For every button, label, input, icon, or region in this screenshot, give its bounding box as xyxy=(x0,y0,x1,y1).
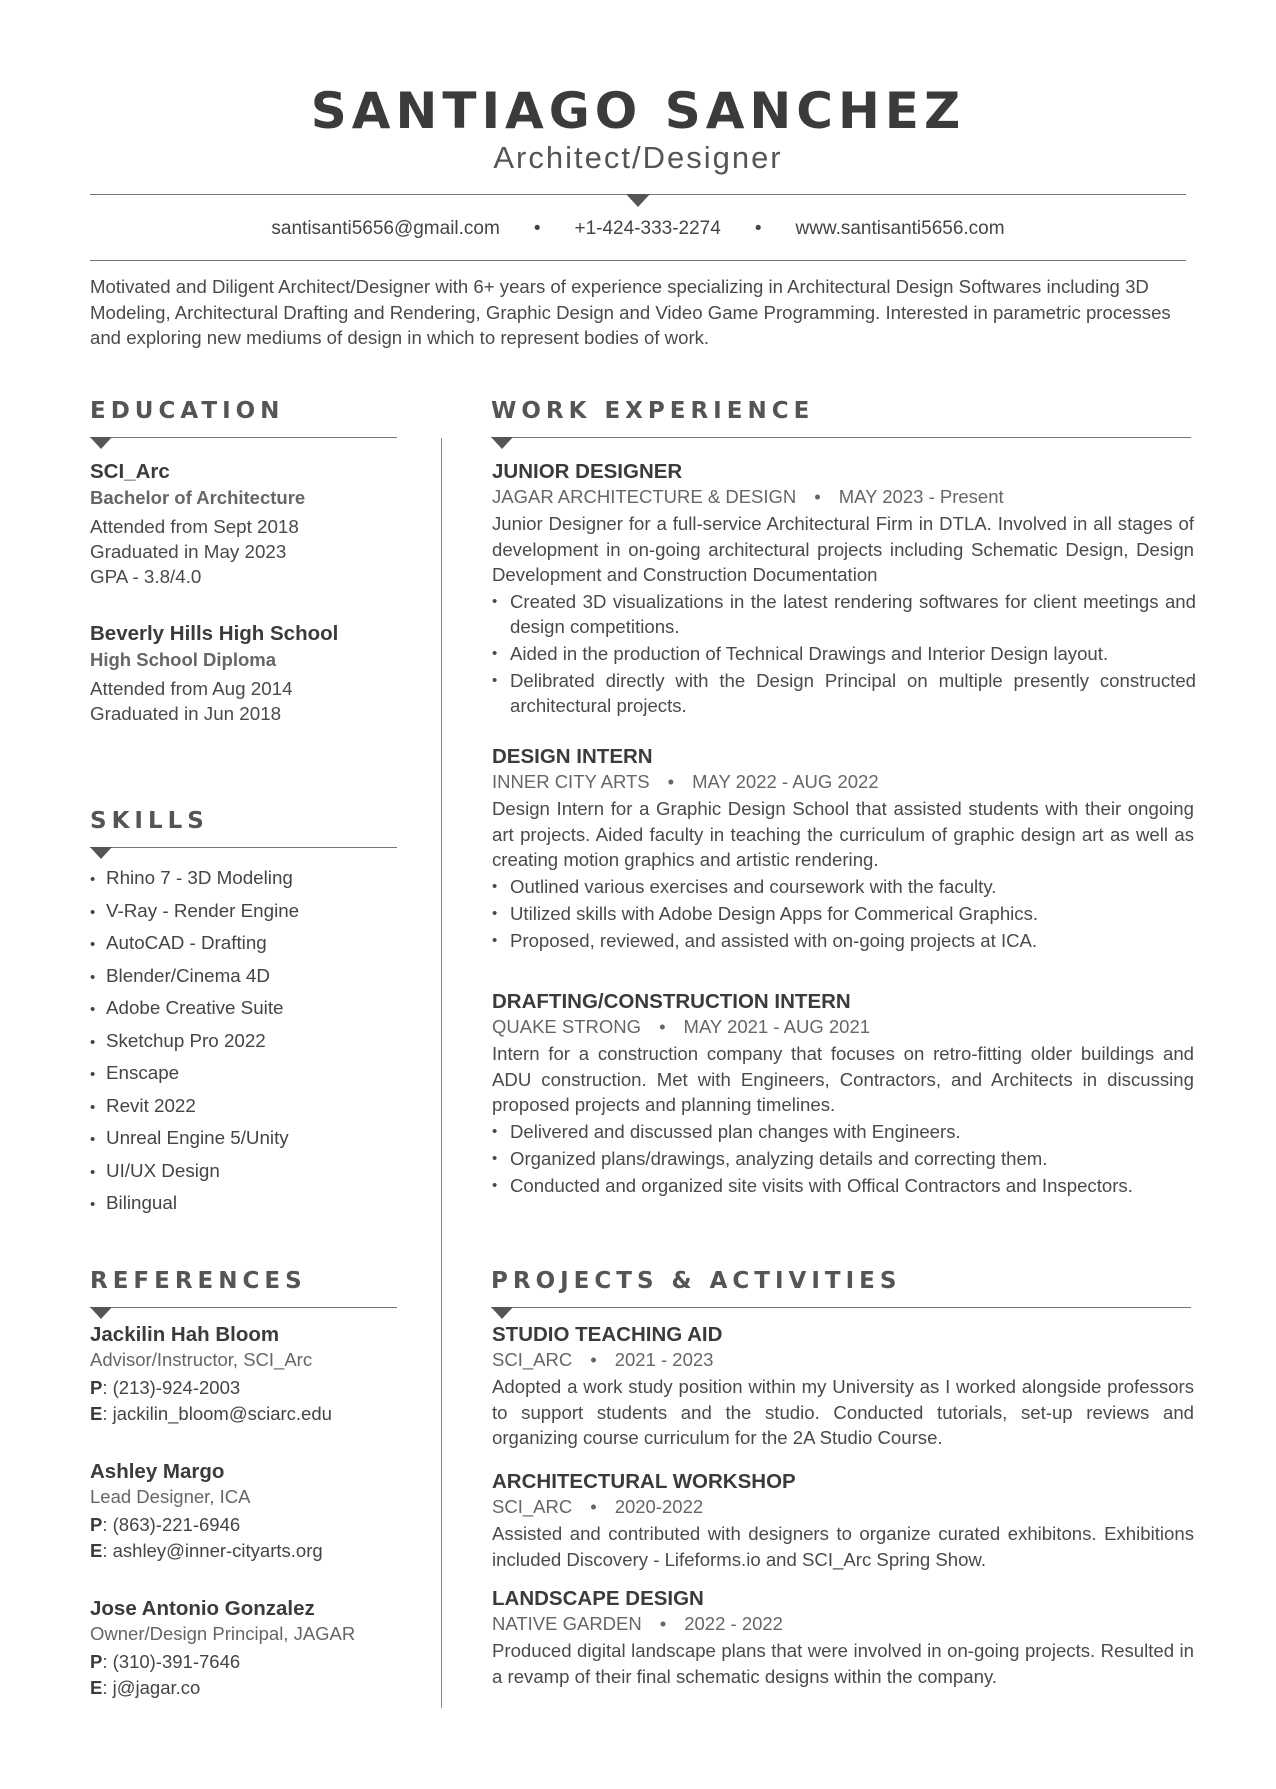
reference-email[interactable]: E: jackilin_bloom@sciarc.edu xyxy=(90,1402,332,1424)
job-meta: JAGAR ARCHITECTURE & DESIGN • MAY 2023 - Present xyxy=(492,486,1004,507)
reference-name: Ashley Margo xyxy=(90,1460,225,1483)
education-detail: GPA - 3.8/4.0 xyxy=(90,566,202,587)
project-title: ARCHITECTURAL WORKSHOP xyxy=(492,1470,796,1493)
contact-divider xyxy=(90,260,1186,261)
project-dates: 2021 - 2023 xyxy=(614,1349,714,1370)
job-bullets xyxy=(492,1119,1192,1198)
job-bullet: • Utilized skills with Adobe Design Apps for Commerical Graphics. xyxy=(492,901,1196,926)
project-dates: 2022 - 2022 xyxy=(684,1613,783,1634)
school-name: Beverly Hills High School xyxy=(90,622,339,645)
job-description: Junior Designer for a full-service Architectural Firm in DTLA. Involved in all stages of development in on-going architectural projects including Schematic Design, Design Development and Construction Documentation xyxy=(492,513,1194,585)
reference-name: Jose Antonio Gonzalez xyxy=(90,1597,315,1620)
job-bullet: • Conducted and organized site visits with Offical Contractors and Inspectors. xyxy=(492,1173,1196,1198)
job-dates: MAY 2021 - AUG 2021 xyxy=(683,1016,871,1037)
project-dates: 2020-2022 xyxy=(614,1496,704,1517)
reference-item xyxy=(90,1460,410,1563)
reference-name: Jackilin Hah Bloom xyxy=(90,1323,280,1346)
job-meta: INNER CITY ARTS • MAY 2022 - AUG 2022 xyxy=(492,771,879,792)
job-item xyxy=(492,990,1192,1200)
reference-email[interactable]: E: ashley@inner-cityarts.org xyxy=(90,1539,323,1561)
reference-phone[interactable]: P: (310)-391-7646 xyxy=(90,1651,241,1672)
contact-phone[interactable]: +1-424-333-2274 xyxy=(574,218,721,239)
education-item xyxy=(90,622,410,726)
work-triangle-icon xyxy=(491,437,513,449)
skill-item: • UI/UX Design xyxy=(90,1158,410,1191)
job-description: Design Intern for a Graphic Design School that assisted students with their ongoing art projects. Aided faculty in teaching the curriculum of graphic design art as well as creating motion graphics and artistic rendering. xyxy=(492,798,1194,870)
project-org: SCI_ARC xyxy=(492,1496,573,1517)
skill-item: • Blender/Cinema 4D xyxy=(90,963,410,996)
degree-name: High School Diploma xyxy=(90,649,277,670)
skills-list xyxy=(90,865,410,1223)
candidate-name: SANTIAGO SANCHEZ xyxy=(310,82,966,140)
job-bullet: • Outlined various exercises and coursework with the faculty. xyxy=(492,874,1196,899)
references-rule xyxy=(90,1307,397,1308)
project-title: LANDSCAPE DESIGN xyxy=(492,1587,704,1610)
job-bullet: • Created 3D visualizations in the latest rendering softwares for client meetings and design competitions. xyxy=(492,589,1196,639)
job-bullet: • Delivered and discussed plan changes with Engineers. xyxy=(492,1119,1196,1144)
skills-heading: SKILLS xyxy=(90,808,209,834)
separator-dot: • xyxy=(533,218,541,239)
education-heading: EDUCATION xyxy=(90,398,285,424)
school-name: SCI_Arc xyxy=(90,460,170,483)
job-bullet: • Aided in the production of Technical Drawings and Interior Design layout. xyxy=(492,641,1196,666)
job-bullet: • Proposed, reviewed, and assisted with on-going projects at ICA. xyxy=(492,928,1196,953)
job-item xyxy=(492,745,1192,955)
project-meta: SCI_ARC • 2020-2022 xyxy=(492,1496,704,1517)
references-heading: REFERENCES xyxy=(90,1268,307,1294)
reference-role: Owner/Design Principal, JAGAR xyxy=(90,1623,356,1644)
degree-name: Bachelor of Architecture xyxy=(90,487,306,508)
education-detail: Attended from Sept 2018 xyxy=(90,516,299,537)
job-title: DRAFTING/CONSTRUCTION INTERN xyxy=(492,990,851,1013)
project-item xyxy=(492,1587,1192,1689)
reference-email[interactable]: E: j@jagar.co xyxy=(90,1676,201,1698)
education-detail: Attended from Aug 2014 xyxy=(90,678,293,699)
skills-rule xyxy=(90,847,397,848)
job-bullet: • Organized plans/drawings, analyzing details and correcting them. xyxy=(492,1146,1196,1171)
separator-dot: • xyxy=(754,218,762,239)
project-description: Assisted and contributed with designers to organize curated exhibitons. Exhibitions included Discovery - Lifeforms.io and SCI_Arc Spring Show. xyxy=(492,1523,1194,1570)
job-org: INNER CITY ARTS xyxy=(492,771,650,792)
skill-item: • AutoCAD - Drafting xyxy=(90,930,410,963)
education-detail: Graduated in May 2023 xyxy=(90,541,287,562)
reference-item xyxy=(90,1323,410,1426)
education-item xyxy=(90,460,410,589)
job-dates: MAY 2023 - Present xyxy=(838,486,1004,507)
project-description: Adopted a work study position within my University as I worked alongside professors to support students and the studio. Conducted tutorials, set-up reviews and organizing course curriculum for the 2A Studio Course. xyxy=(492,1376,1194,1448)
contact-line xyxy=(0,218,1276,240)
project-description: Produced digital landscape plans that were involved in on-going projects. Resulted in a revamp of their final schematic designs within the company. xyxy=(492,1640,1194,1687)
reference-item xyxy=(90,1597,410,1700)
skill-item: • Bilingual xyxy=(90,1190,410,1223)
education-rule xyxy=(90,437,397,438)
skill-item: • Rhino 7 - 3D Modeling xyxy=(90,865,410,898)
reference-role: Advisor/Instructor, SCI_Arc xyxy=(90,1349,313,1370)
job-org: QUAKE STRONG xyxy=(492,1016,642,1037)
project-item xyxy=(492,1470,1192,1572)
header-triangle-icon xyxy=(626,194,650,207)
skill-item: • Sketchup Pro 2022 xyxy=(90,1028,410,1061)
job-bullet: • Delibrated directly with the Design Principal on multiple presently constructed architectural projects. xyxy=(492,668,1196,718)
projects-heading: PROJECTS & ACTIVITIES xyxy=(491,1268,902,1294)
contact-website[interactable]: www.santisanti5656.com xyxy=(795,218,1005,239)
projects-triangle-icon xyxy=(491,1307,513,1319)
project-meta: SCI_ARC • 2021 - 2023 xyxy=(492,1349,714,1370)
skill-item: • Enscape xyxy=(90,1060,410,1093)
skill-item: • Adobe Creative Suite xyxy=(90,995,410,1028)
candidate-title: Architect/Designer xyxy=(493,140,783,175)
reference-role: Lead Designer, ICA xyxy=(90,1486,251,1507)
education-detail: Graduated in Jun 2018 xyxy=(90,703,282,724)
skill-item: • Revit 2022 xyxy=(90,1093,410,1126)
work-rule xyxy=(491,437,1191,438)
education-triangle-icon xyxy=(90,437,112,449)
job-description: Intern for a construction company that focuses on retro-fitting older buildings and ADU construction. Met with Engineers, Contractors, and Architects in discussing proposed projects and planning timelines. xyxy=(492,1043,1194,1115)
job-title: JUNIOR DESIGNER xyxy=(492,460,683,483)
work-heading: WORK EXPERIENCE xyxy=(491,398,815,424)
contact-email[interactable]: santisanti5656@gmail.com xyxy=(271,218,500,239)
job-bullets xyxy=(492,874,1192,953)
job-dates: MAY 2022 - AUG 2022 xyxy=(692,771,879,792)
summary-paragraph: Motivated and Diligent Architect/Designer with 6+ years of experience specializing in Architectural Design Softwares including 3D Modeling, Architectural Drafting and Rendering, Graphic Design and Video Game Programming. Interested in parametric processes and exploring new mediums of design in which to represent bodies of work. xyxy=(90,276,1171,348)
column-divider xyxy=(441,438,442,1708)
job-item xyxy=(492,460,1196,720)
job-bullets xyxy=(492,589,1196,718)
reference-phone[interactable]: P: (213)-924-2003 xyxy=(90,1377,241,1398)
project-title: STUDIO TEACHING AID xyxy=(492,1323,723,1346)
projects-rule xyxy=(491,1307,1191,1308)
project-org: SCI_ARC xyxy=(492,1349,573,1370)
project-meta: NATIVE GARDEN • 2022 - 2022 xyxy=(492,1613,783,1634)
project-org: NATIVE GARDEN xyxy=(492,1613,642,1634)
job-meta: QUAKE STRONG • MAY 2021 - AUG 2021 xyxy=(492,1016,871,1037)
skill-item: • V-Ray - Render Engine xyxy=(90,898,410,931)
reference-phone[interactable]: P: (863)-221-6946 xyxy=(90,1514,241,1535)
skill-item: • Unreal Engine 5/Unity xyxy=(90,1125,410,1158)
job-title: DESIGN INTERN xyxy=(492,745,653,768)
skills-triangle-icon xyxy=(90,847,112,859)
job-org: JAGAR ARCHITECTURE & DESIGN xyxy=(492,486,797,507)
references-triangle-icon xyxy=(90,1307,112,1319)
project-item xyxy=(492,1323,1192,1451)
